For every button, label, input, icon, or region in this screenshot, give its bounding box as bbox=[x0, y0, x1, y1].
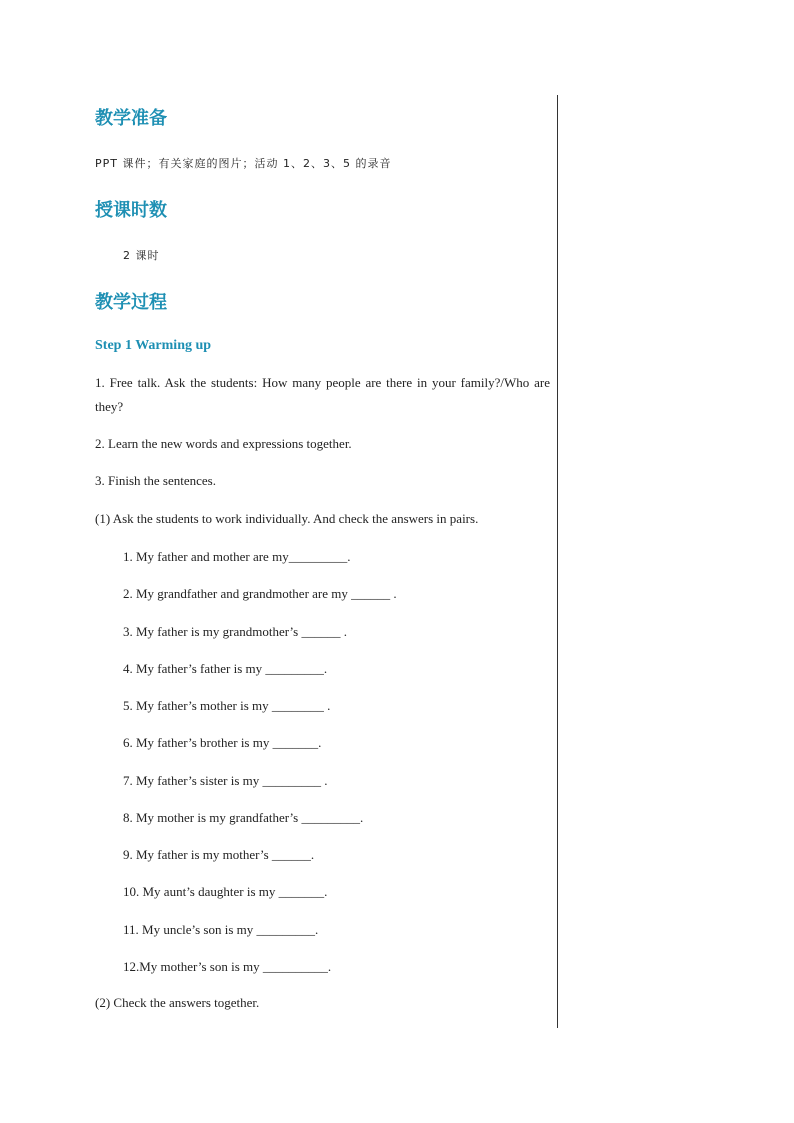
section-heading-teaching-hours: 授课时数 bbox=[95, 200, 167, 221]
exercise-item: 6. My father’s brother is my _______. bbox=[123, 735, 322, 750]
paragraph-finish-sentences: 3. Finish the sentences. bbox=[95, 473, 216, 488]
step-title: Step 1 Warming up bbox=[95, 338, 212, 353]
exercise-item: 3. My father is my grandmother’s ______ . bbox=[123, 624, 347, 639]
exercise-item: 5. My father’s mother is my ________ . bbox=[123, 698, 331, 713]
preparation-text: PPT 课件；有关家庭的图片；活动 1、2、3、5 的录音 bbox=[95, 157, 392, 170]
exercise-item: 9. My father is my mother’s ______. bbox=[123, 847, 315, 862]
exercise-item: 12.My mother’s son is my __________. bbox=[123, 959, 332, 974]
paragraph-check-answers: (2) Check the answers together. bbox=[95, 995, 260, 1010]
exercise-item: 10. My aunt’s daughter is my _______. bbox=[123, 884, 328, 899]
teaching-hours-text: 2 课时 bbox=[123, 249, 160, 262]
paragraph-new-words: 2. Learn the new words and expressions together. bbox=[95, 436, 352, 451]
exercise-item: 11. My uncle’s son is my _________. bbox=[123, 922, 319, 937]
paragraph-free-talk: 1. Free talk. Ask the students: How many people are there in your family?/Who are they? bbox=[95, 375, 550, 414]
section-heading-teaching-process: 教学过程 bbox=[95, 292, 167, 313]
exercise-item: 8. My mother is my grandfather’s _________. bbox=[123, 810, 364, 825]
paragraph-work-individually: (1) Ask the students to work individually. And check the answers in pairs. bbox=[95, 511, 479, 526]
exercise-item: 2. My grandfather and grandmother are my ______ . bbox=[123, 586, 397, 601]
exercise-item: 1. My father and mother are my_________. bbox=[123, 549, 351, 564]
section-heading-preparation: 教学准备 bbox=[95, 108, 167, 129]
margin-divider-line bbox=[557, 95, 558, 1028]
exercise-item: 4. My father’s father is my _________. bbox=[123, 661, 328, 676]
exercise-item: 7. My father’s sister is my _________ . bbox=[123, 773, 328, 788]
